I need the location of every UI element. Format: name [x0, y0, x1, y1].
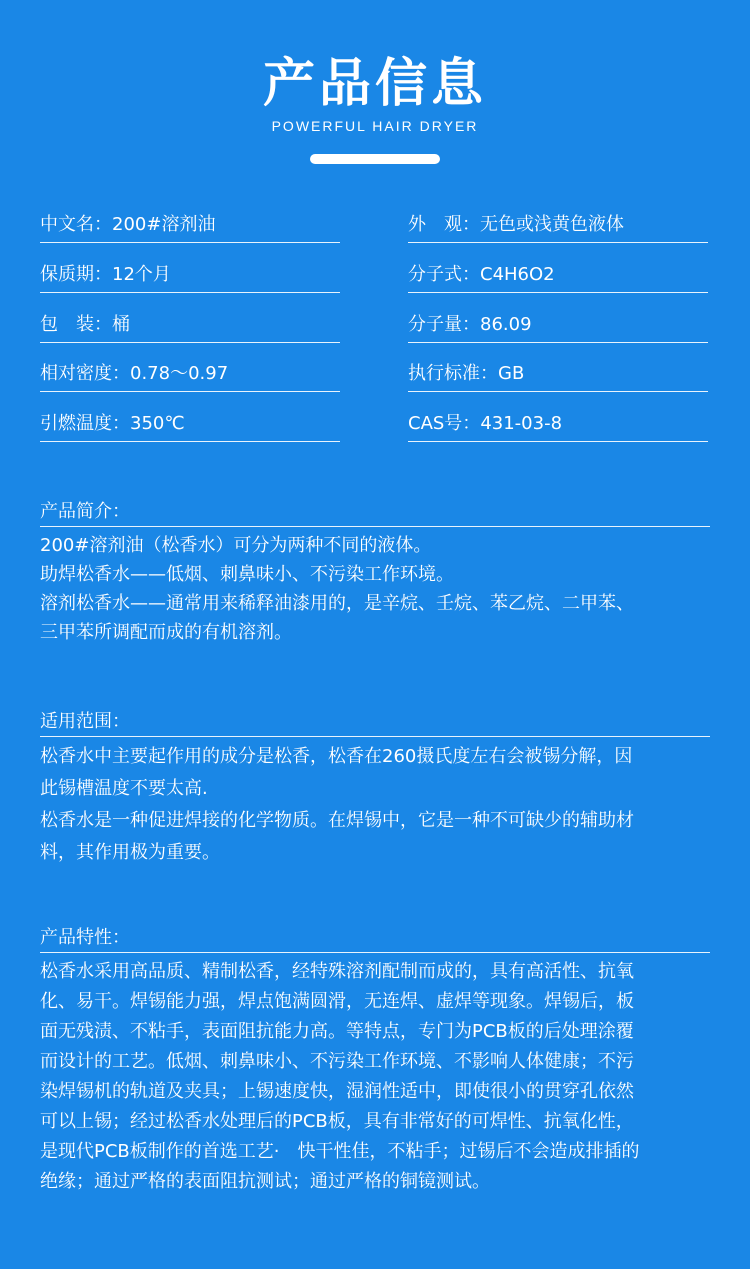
spec-value: 431-03-8: [480, 413, 563, 434]
spec-value: 0.78～0.97: [130, 363, 229, 384]
section-application-scope: [40, 710, 710, 869]
spec-relative-density: [40, 363, 340, 392]
spec-label: 分子量：: [408, 314, 480, 335]
paragraph-line: 是现代PCB板制作的首选工艺· 快干性佳，不粘手；过锡后不会造成排插的: [40, 1141, 640, 1162]
paragraph-line: 松香水是一种促进焊接的化学物质。在焊锡中，它是一种不可缺少的辅助材: [40, 810, 634, 831]
spec-label: 分子式：: [408, 264, 480, 285]
section-body: [40, 957, 710, 1197]
spec-value: 无色或浅黄色液体: [480, 214, 624, 235]
paragraph-line: 染焊锡机的轨道及夹具；上锡速度快，湿润性适中，即使很小的贯穿孔依然: [40, 1081, 634, 1102]
spec-value: 350℃: [130, 413, 185, 434]
spec-label: 中文名：: [40, 214, 112, 235]
section-heading: 产品简介：: [40, 500, 710, 527]
spec-chinese-name: [40, 214, 340, 243]
paragraph-line: 200#溶剂油（松香水）可分为两种不同的液体。: [40, 535, 432, 556]
page-subtitle: POWERFUL HAIR DRYER: [271, 118, 479, 134]
spec-appearance: [408, 214, 708, 243]
page-title: 产品信息: [262, 54, 487, 114]
paragraph-line: 三甲苯所调配而成的有机溶剂。: [40, 622, 292, 643]
spec-molecular-formula: [408, 264, 708, 293]
spec-shelf-life: [40, 264, 340, 293]
page-header: [0, 52, 750, 164]
spec-value: 200#溶剂油: [112, 214, 216, 235]
paragraph-line: 可以上锡；经过松香水处理后的PCB板，具有非常好的可焊性、抗氧化性，: [40, 1111, 634, 1132]
title-underline-bar: [310, 154, 440, 164]
section-body: [40, 531, 710, 647]
section-heading: 产品特性：: [40, 926, 710, 953]
spec-label: 引燃温度：: [40, 413, 130, 434]
paragraph-line: 绝缘；通过严格的表面阻抗测试；通过严格的铜镜测试。: [40, 1171, 490, 1192]
paragraph-line: 松香水中主要起作用的成分是松香，松香在260摄氏度左右会被锡分解，因: [40, 746, 633, 767]
section-product-intro: [40, 500, 710, 647]
spec-label: 包 装：: [40, 314, 112, 335]
section-heading: 适用范围：: [40, 710, 710, 737]
paragraph-line: 化、易干。焊锡能力强，焊点饱满圆滑，无连焊、虚焊等现象。焊锡后，板: [40, 991, 634, 1012]
paragraph-line: 助焊松香水——低烟、刺鼻味小、不污染工作环境。: [40, 564, 454, 585]
spec-ignition-temperature: [40, 413, 340, 442]
paragraph-line: 面无残渍、不粘手，表面阻抗能力高。等特点，专门为PCB板的后处理涂覆: [40, 1021, 634, 1042]
section-body: [40, 741, 710, 869]
paragraph-line: 松香水采用高品质、精制松香，经特殊溶剂配制而成的，具有高活性、抗氧: [40, 961, 634, 982]
paragraph-line: 而设计的工艺。低烟、刺鼻味小、不污染工作环境、不影响人体健康；不污: [40, 1051, 634, 1072]
spec-value: C4H6O2: [480, 264, 555, 285]
spec-molecular-weight: [408, 314, 708, 343]
spec-label: 执行标准：: [408, 363, 498, 384]
spec-cas-number: [408, 413, 708, 442]
spec-label: 外 观：: [408, 214, 480, 235]
spec-standard: [408, 363, 708, 392]
paragraph-line: 此锡槽温度不要太高.: [40, 778, 208, 799]
spec-value: 桶: [112, 314, 130, 335]
paragraph-line: 料，其作用极为重要。: [40, 842, 220, 863]
section-product-features: [40, 926, 710, 1197]
spec-label: 保质期：: [40, 264, 112, 285]
paragraph-line: 溶剂松香水——通常用来稀释油漆用的，是辛烷、壬烷、苯乙烷、二甲苯、: [40, 593, 634, 614]
spec-label: 相对密度：: [40, 363, 130, 384]
spec-value: 86.09: [480, 314, 532, 335]
spec-packaging: [40, 314, 340, 343]
spec-value: GB: [498, 363, 525, 384]
spec-value: 12个月: [112, 264, 171, 285]
spec-label: CAS号：: [408, 413, 481, 434]
